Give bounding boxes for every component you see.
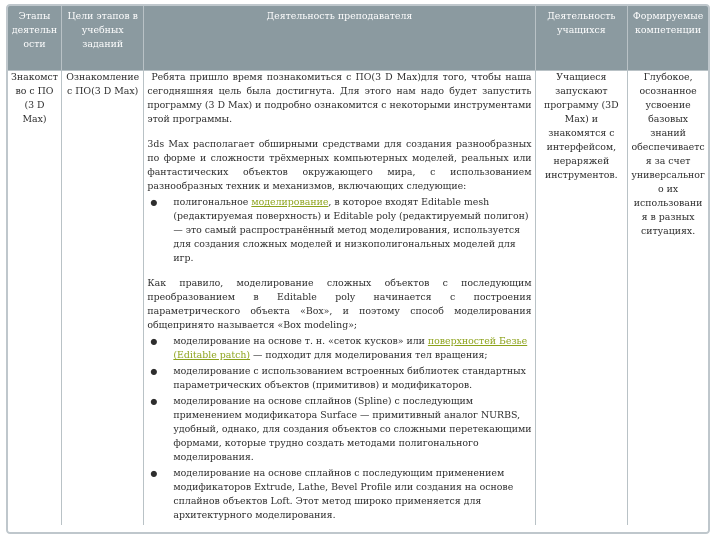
bullet-icon: ● bbox=[150, 469, 158, 478]
cell-students bbox=[535, 71, 628, 526]
teacher-paragraph-2: 3ds Max располагает обширными средствами для создания разнообразных по форме и сложности трёхмерных компьютерных моделей, реальных или фантастических объектов окружающего мира, с использованием разнообразных техник и механизмов, включающих следующие: bbox=[147, 139, 532, 192]
list-item-text bbox=[173, 467, 531, 523]
slide-frame bbox=[6, 4, 710, 534]
technique-list-1 bbox=[147, 196, 531, 266]
goals-text: Ознакомление с ПО(3 D Max) bbox=[66, 72, 140, 97]
students-text: Учащиеся запускают программу (3D Max) и знакомятся с интерфейсом, нераряжей инструментов. bbox=[544, 72, 619, 181]
header-students: Деятельность учащихся bbox=[535, 6, 628, 71]
list-item-text-before: моделирование на основе сплайнов с последующим применением модификаторов Extrude, Lathe, Bevel Profile или создания на основе сплайнов объектов Loft. Этот метод широко применяется для архитектурного моделирования. bbox=[173, 468, 514, 521]
list-item bbox=[147, 335, 531, 363]
stage-text: Знакомство с ПО (3 D Max) bbox=[11, 72, 58, 125]
list-item-text-before: моделирование с использованием встроенных библиотек стандартных параметрических объектов (примитивов) и модификаторов. bbox=[173, 366, 526, 391]
list-item bbox=[147, 467, 531, 523]
list-item-text bbox=[173, 365, 531, 393]
list-item-text-before: моделирование на основе сплайнов (Spline) с последующим применением модификатора Surface — примитивный аналог NURBS, удобный, однако, для создания объектов со сложными перетекающими формами, которые трудно создать методами полигонального моделирования. bbox=[173, 396, 532, 463]
list-item-text bbox=[173, 196, 531, 266]
list-item bbox=[147, 395, 531, 465]
list-item-text-after: — подходит для моделирования тел вращения; bbox=[250, 350, 488, 361]
header-goals: Цели этапов в учебных заданий bbox=[62, 6, 144, 71]
bullet-icon: ● bbox=[150, 337, 158, 346]
cell-teacher bbox=[144, 71, 535, 526]
header-stage: Этапы деятельности bbox=[8, 6, 62, 71]
cell-goals bbox=[62, 71, 144, 526]
technique-list-2 bbox=[147, 335, 531, 523]
list-item-text-after: , в которое входят Editable mesh (редактируемая поверхность) и Editable poly (редактируемый полигон) — это самый распространённый метод моделирования, используется для создания сложных моделей и низкополигональных моделей для игр. bbox=[173, 197, 529, 264]
list-item-text-before: моделирование на основе т. н. «сеток кусков» или bbox=[173, 336, 428, 347]
table-header-row bbox=[8, 6, 708, 71]
list-item-text bbox=[173, 395, 531, 465]
cell-stage bbox=[8, 71, 62, 526]
header-competencies: Формируемые компетенции bbox=[628, 6, 708, 71]
bullet-icon: ● bbox=[150, 198, 158, 207]
table-row bbox=[8, 71, 708, 526]
wiki-link[interactable]: моделирование bbox=[251, 197, 329, 208]
list-item-text bbox=[173, 335, 531, 363]
lesson-table bbox=[8, 6, 708, 525]
bullet-icon: ● bbox=[150, 397, 158, 406]
cell-competencies bbox=[628, 71, 708, 526]
list-item bbox=[147, 196, 531, 266]
competencies-text: Глубокое, осознанное усвоение базовых знаний обеспечивается за счет универсального их использования в разных ситуациях. bbox=[631, 72, 705, 237]
teacher-paragraph-1: Ребята пришло время познакомиться с ПО(3 D Max)для того, чтобы наша сегодняшняя цель была достигнута. Для этого нам надо будет запустить программу (3 D Max) и подробно ознакомится с некоторыми инструментами этой программы. bbox=[147, 72, 532, 125]
teacher-paragraph-3: Как правило, моделирование сложных объектов с последующим преобразованием в Editable poly начинается с построения параметрического объекта «Box», и поэтому способ моделирования общепринято называется «Box modeling»; bbox=[147, 278, 532, 331]
header-teacher: Деятельность преподавателя bbox=[144, 6, 535, 71]
list-item bbox=[147, 365, 531, 393]
list-item-text-before: полигональное bbox=[173, 197, 252, 208]
wiki-link[interactable]: поверхностей Безье (Editable patch) bbox=[173, 336, 528, 361]
bullet-icon: ● bbox=[150, 367, 158, 376]
